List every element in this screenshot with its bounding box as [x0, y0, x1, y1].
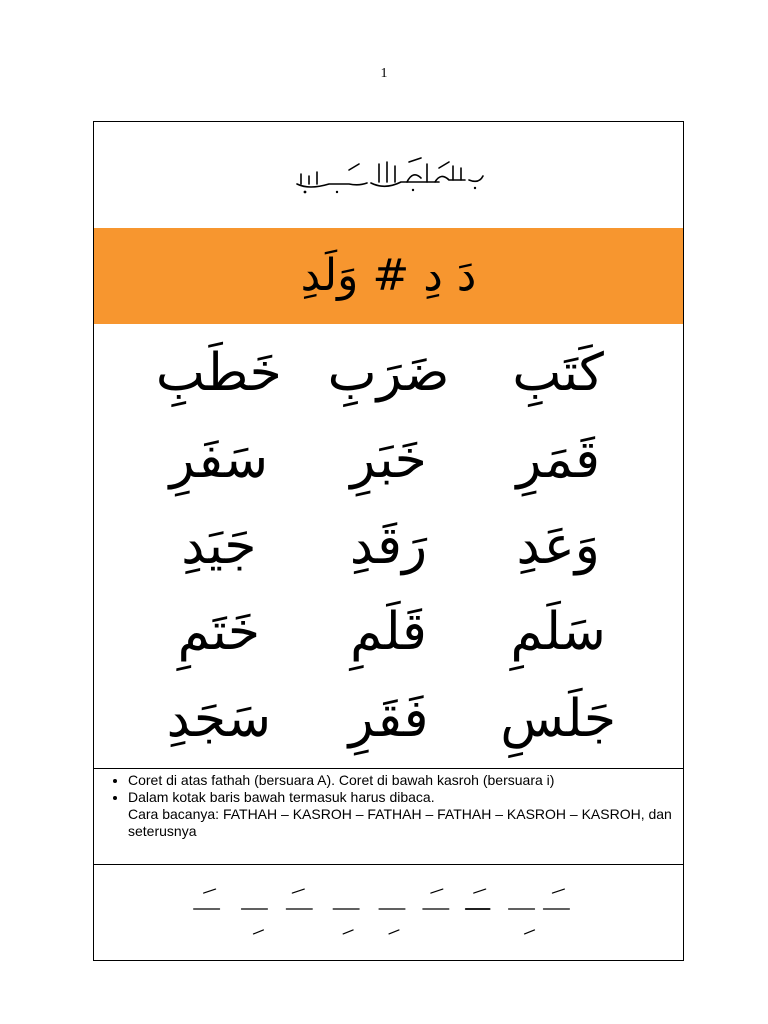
- word-cell: جَيَدِ: [181, 515, 257, 576]
- diacritic-marks: [94, 865, 683, 960]
- fathah-mark: [474, 889, 486, 893]
- instruction-text: Cara bacanya: FATHAH – KASROH – FATHAH – FATHAH – KASROH – KASROH, dan seterusnya: [128, 806, 672, 839]
- word-cell: وَعَدِ: [516, 515, 600, 576]
- word-cell: رَقَدِ: [349, 515, 428, 576]
- page-number: 1: [380, 66, 388, 81]
- instructions-box: [94, 768, 683, 865]
- title-band: [94, 228, 683, 324]
- word-cell: كَتَبِ: [512, 343, 604, 404]
- word-cell: خَتَمِ: [177, 602, 261, 663]
- kasroh-mark: [389, 930, 399, 934]
- worksheet-frame: [93, 121, 684, 961]
- kasroh-mark: [343, 930, 353, 934]
- word-cell: سَفَرِ: [169, 429, 269, 490]
- word-cell: سَجَدِ: [166, 688, 272, 749]
- word-cell: خَبَرِ: [350, 429, 427, 490]
- instruction-text: Dalam kotak baris bawah termasuk harus dibaca.: [128, 789, 435, 805]
- fathah-mark: [431, 889, 443, 893]
- kasroh-mark: [525, 930, 535, 934]
- instruction-item-2: [128, 789, 675, 840]
- word-cell: جَلَسِ: [500, 688, 616, 749]
- word-cell: سَلَمِ: [510, 602, 606, 663]
- basmala-calligraphy: [94, 122, 683, 228]
- word-grid: [94, 324, 683, 768]
- instruction-text: Coret di atas fathah (bersuara A). Coret di bawah kasroh (bersuara i): [128, 772, 555, 788]
- band-title: دَ دِ # وَلَدِ: [300, 250, 477, 301]
- diacritic-practice-row: [94, 865, 683, 960]
- fathah-mark: [204, 889, 216, 893]
- word-cell: ضَرَبِ: [327, 343, 450, 404]
- word-cell: خَطَبِ: [155, 343, 282, 404]
- word-cell: قَلَمِ: [350, 602, 427, 663]
- instruction-item-1: [128, 772, 675, 789]
- basmala-calligraphy-image: [289, 150, 489, 200]
- instructions-list: [102, 772, 675, 840]
- fathah-mark: [292, 889, 304, 893]
- fathah-mark: [552, 889, 564, 893]
- word-cell: فَقَرِ: [348, 688, 429, 749]
- word-cell: قَمَرِ: [516, 429, 600, 490]
- kasroh-mark: [253, 930, 263, 934]
